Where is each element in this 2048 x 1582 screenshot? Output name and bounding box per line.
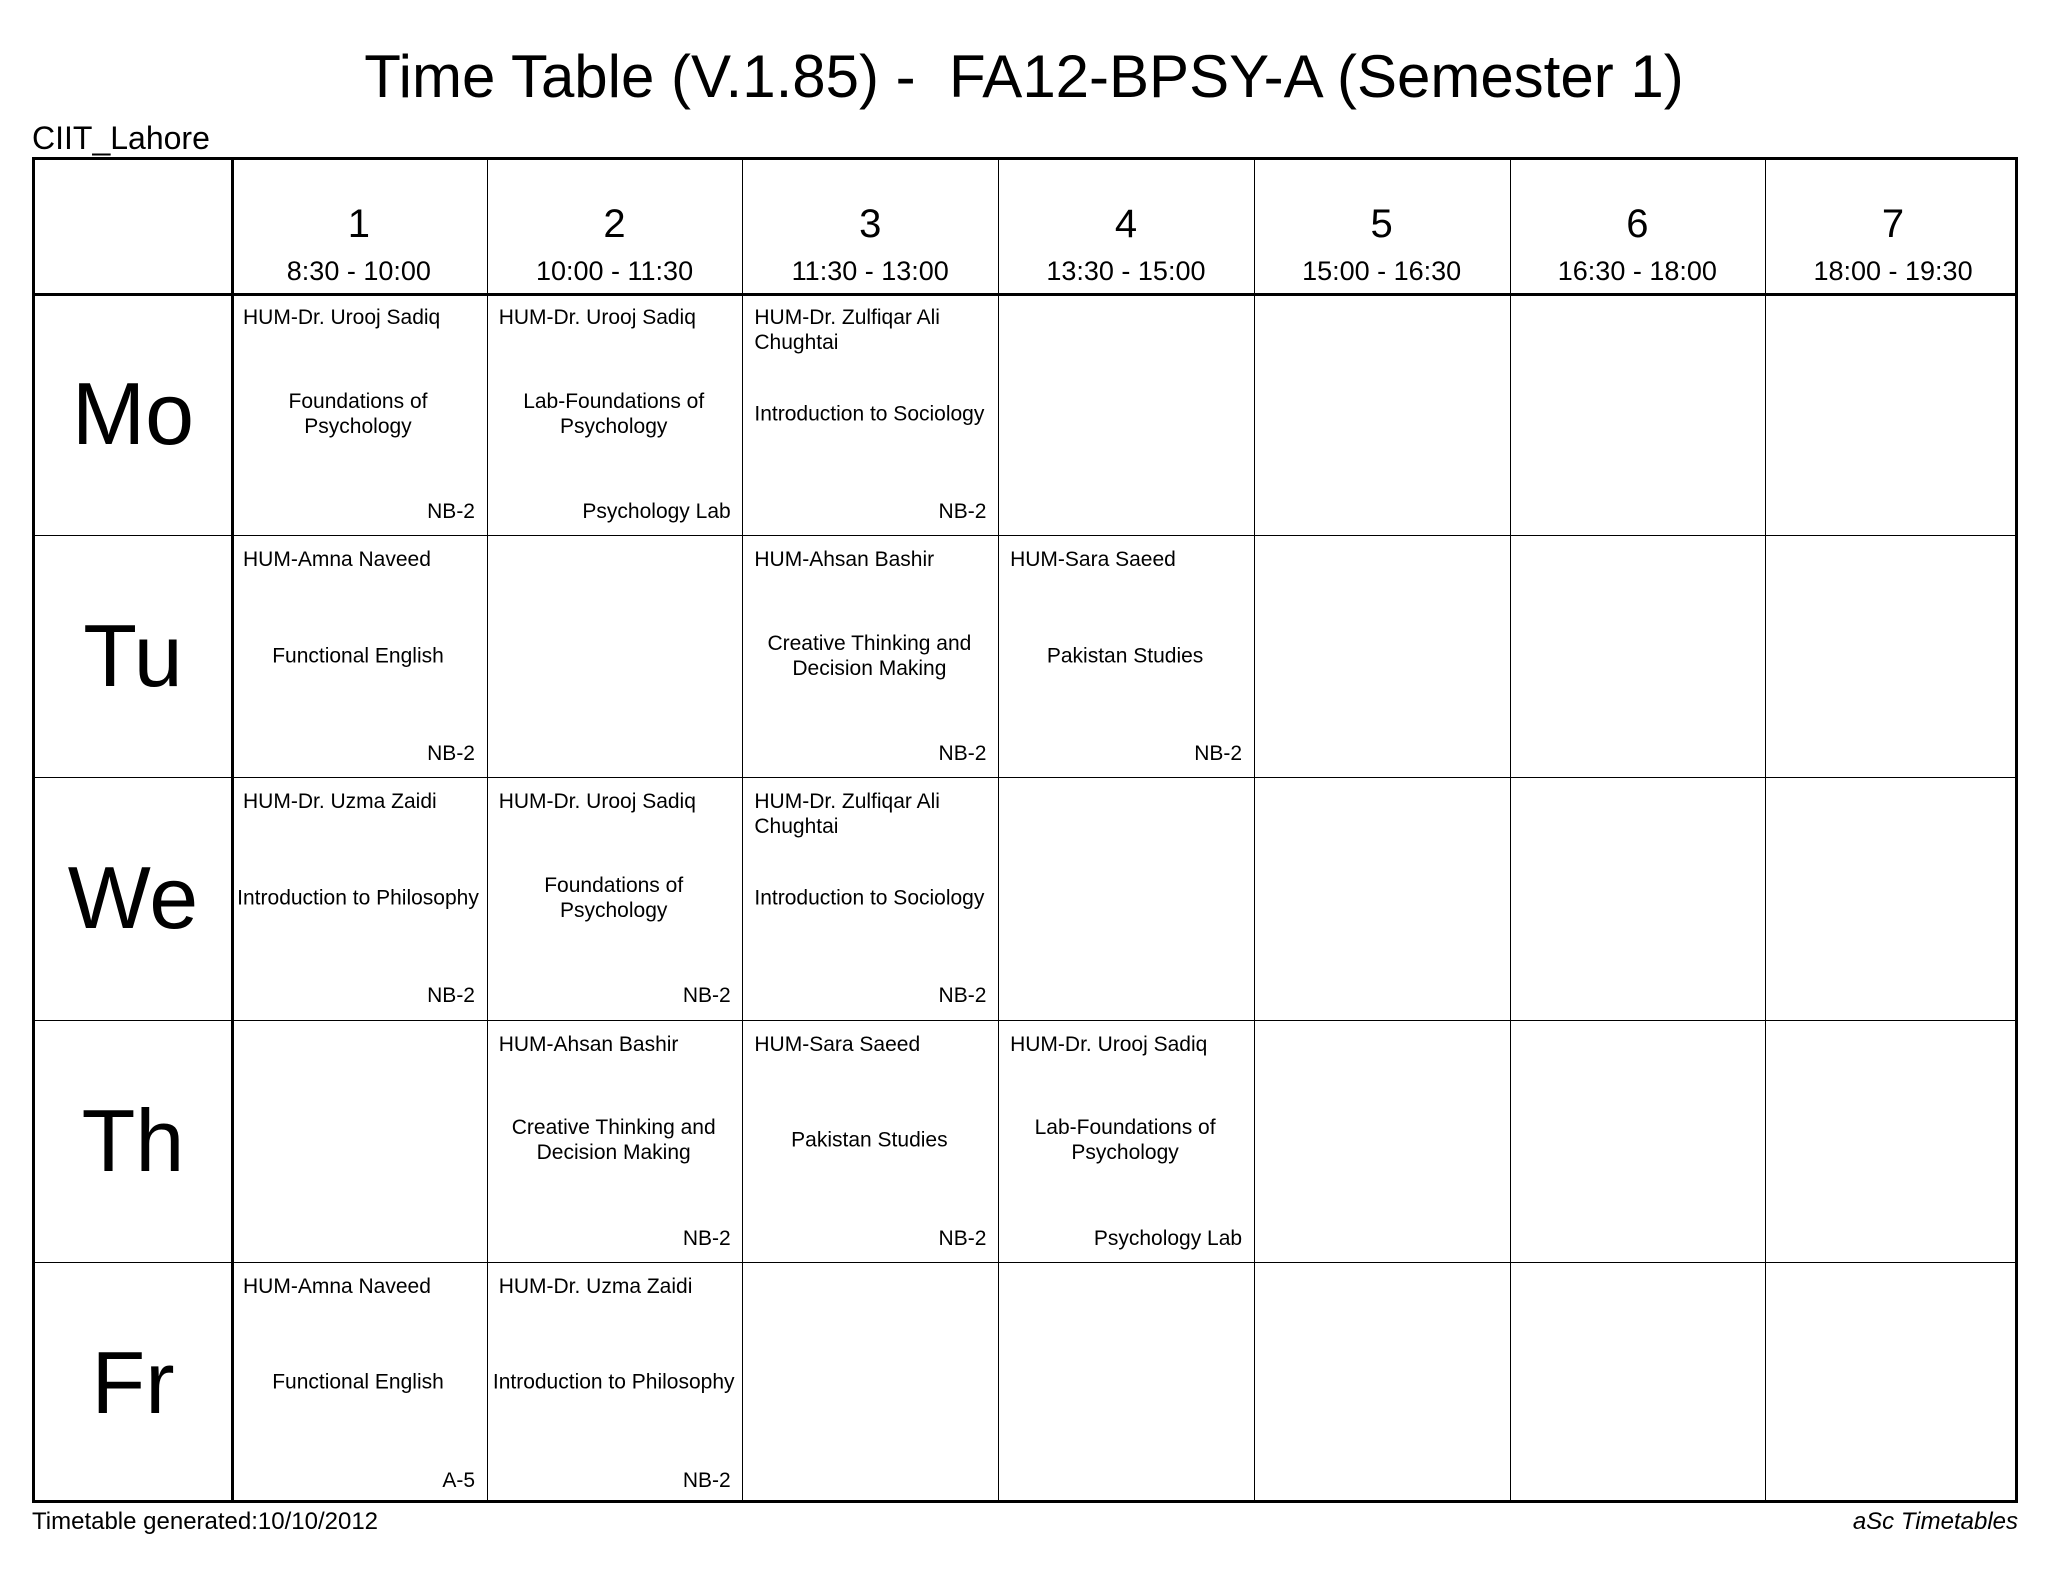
lesson-cell [231, 535, 485, 776]
period-time: 10:00 - 11:30 [535, 256, 694, 286]
school-name: CIIT_Lahore [32, 120, 210, 156]
period-time: 15:00 - 16:30 [1302, 256, 1462, 286]
lesson-room: NB-2 [938, 742, 987, 766]
period-time: 11:30 - 13:00 [791, 256, 949, 286]
lesson-room: A-5 [442, 1468, 475, 1492]
lesson-room: NB-2 [682, 1226, 731, 1250]
period-time: 13:30 - 15:00 [1046, 256, 1206, 286]
lesson-room: NB-2 [682, 984, 731, 1008]
day-label: Fr [91, 1332, 175, 1432]
period-number: 3 [859, 202, 882, 246]
period-time: 18:00 - 19:30 [1813, 256, 1973, 286]
brand-label: aSc Timetables [1852, 1508, 2018, 1535]
day-label: Tu [83, 606, 183, 706]
lesson-subject: Introduction to Philosophy [237, 886, 479, 910]
lesson-subject: Creative Thinking and Decision Making [767, 631, 972, 680]
lesson-subject: Pakistan Studies [1046, 644, 1204, 668]
lesson-subject: Pakistan Studies [791, 1128, 948, 1152]
lesson-cell [487, 777, 741, 1018]
lesson-cell [487, 1020, 741, 1261]
lesson-teacher: HUM-Sara Saeed [754, 1032, 921, 1056]
day-label: Th [81, 1090, 185, 1190]
lesson-subject: Foundations of Psychology [544, 873, 684, 922]
lesson-teacher: HUM-Ahsan Bashir [754, 548, 935, 572]
lesson-teacher: HUM-Dr. Uzma Zaidi [498, 1274, 693, 1298]
lesson-teacher: HUM-Dr. Zulfiqar Ali Chughtai [754, 306, 940, 354]
lesson-teacher: HUM-Amna Naveed [243, 1274, 431, 1298]
lesson-cell [231, 293, 485, 534]
timetable-grid [32, 157, 2018, 1503]
lesson-room: NB-2 [682, 1468, 731, 1492]
period-number: 6 [1626, 202, 1649, 246]
lesson-cell [487, 293, 741, 534]
lesson-cell [487, 1262, 741, 1503]
lesson-subject: Foundations of Psychology [288, 389, 428, 438]
period-header [1510, 160, 1766, 293]
lesson-cell [998, 535, 1252, 776]
lesson-teacher: HUM-Amna Naveed [243, 548, 431, 572]
lesson-cell [231, 1262, 485, 1503]
lesson-teacher: HUM-Sara Saeed [1010, 548, 1176, 572]
period-number: 2 [603, 202, 626, 246]
period-header [231, 160, 487, 293]
grid-vline [1510, 160, 1511, 1500]
day-label: We [67, 848, 199, 948]
lesson-subject: Introduction to Sociology [754, 886, 985, 910]
lesson-cell [742, 293, 996, 534]
lesson-cell [742, 1020, 996, 1261]
period-number: 4 [1114, 202, 1138, 246]
page-title: Time Table (V.1.85) - FA12-BPSY-A (Semester 1) [364, 43, 1684, 110]
lesson-cell [231, 777, 485, 1018]
period-number: 5 [1370, 202, 1393, 246]
lesson-subject: Functional English [272, 1370, 444, 1394]
lesson-subject: Introduction to Sociology [754, 402, 985, 425]
lesson-room: NB-2 [938, 984, 987, 1008]
day-label: Mo [71, 364, 195, 463]
period-number: 1 [347, 202, 370, 246]
lesson-subject: Lab-Foundations of Psychology [523, 389, 705, 438]
period-header [1765, 160, 2021, 293]
grid-vline [998, 160, 999, 1500]
period-number: 7 [1881, 202, 1905, 246]
lesson-room: Psychology Lab [582, 500, 731, 523]
lesson-room: NB-2 [427, 500, 475, 523]
lesson-room: Psychology Lab [1093, 1226, 1243, 1250]
lesson-cell [742, 535, 996, 776]
lesson-teacher: HUM-Dr. Zulfiqar Ali Chughtai [754, 790, 940, 839]
lesson-teacher: HUM-Dr. Uzma Zaidi [243, 790, 437, 814]
lesson-subject: Introduction to Philosophy [492, 1370, 735, 1394]
lesson-subject: Functional English [272, 644, 444, 668]
lesson-teacher: HUM-Dr. Urooj Sadiq [498, 790, 696, 814]
lesson-teacher: HUM-Dr. Urooj Sadiq [498, 306, 696, 329]
lesson-room: NB-2 [938, 1226, 987, 1250]
period-time: 16:30 - 18:00 [1557, 256, 1717, 286]
lesson-room: NB-2 [1194, 742, 1243, 766]
generated-date: Timetable generated:10/10/2012 [32, 1508, 379, 1535]
period-header [487, 160, 743, 293]
lesson-teacher: HUM-Dr. Urooj Sadiq [1010, 1032, 1208, 1056]
lesson-subject: Lab-Foundations of Psychology [1034, 1116, 1216, 1165]
period-header [998, 160, 1254, 293]
grid-vline [1254, 160, 1255, 1500]
lesson-cell [742, 777, 996, 1018]
lesson-room: NB-2 [427, 742, 475, 766]
period-header [1254, 160, 1510, 293]
lesson-room: NB-2 [938, 500, 987, 523]
lesson-subject: Creative Thinking and Decision Making [511, 1116, 716, 1165]
period-header [742, 160, 998, 293]
grid-vline [1765, 160, 1766, 1500]
period-time: 8:30 - 10:00 [286, 256, 431, 286]
lesson-teacher: HUM-Dr. Urooj Sadiq [243, 306, 441, 329]
lesson-cell [998, 1020, 1252, 1261]
lesson-room: NB-2 [427, 984, 475, 1008]
lesson-teacher: HUM-Ahsan Bashir [498, 1032, 679, 1056]
